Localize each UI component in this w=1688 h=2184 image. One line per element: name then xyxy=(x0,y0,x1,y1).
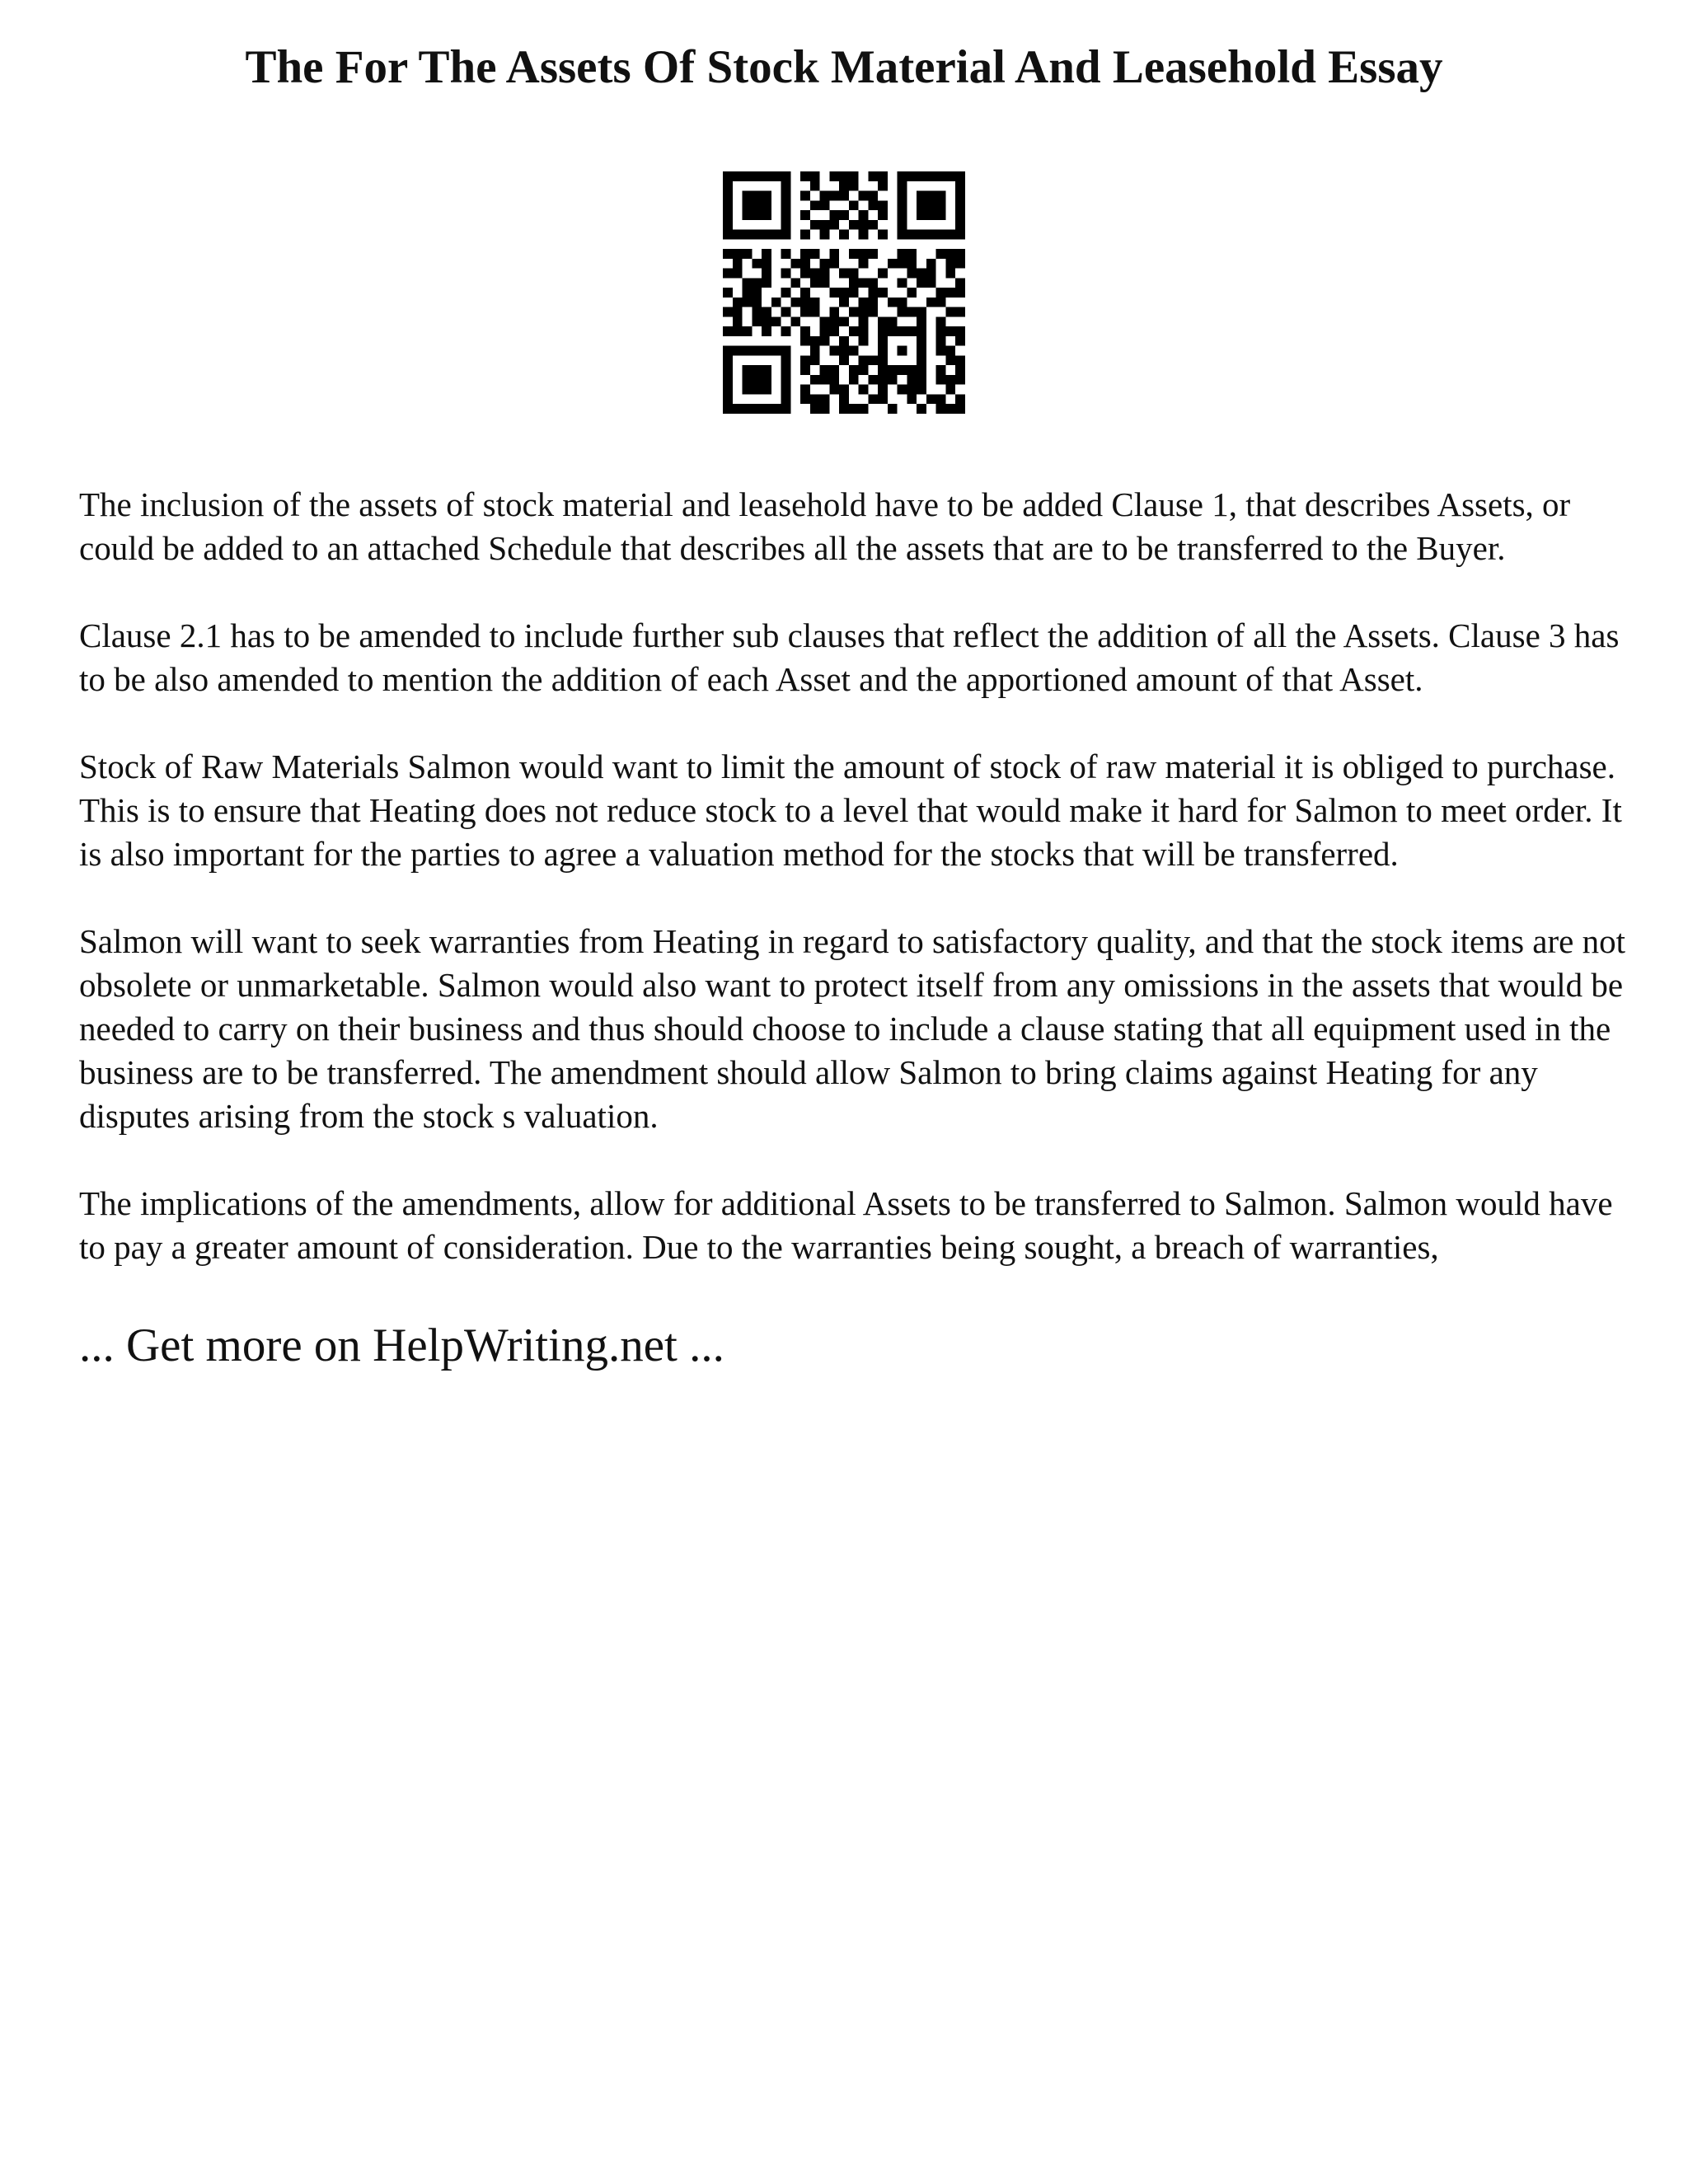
get-more-link[interactable]: ... Get more on HelpWriting.net ... xyxy=(79,1319,724,1371)
essay-paragraph: The inclusion of the assets of stock material and leasehold have to be added Clause 1, that describes Assets, or could be added to an attached Schedule that describes all the assets that are to be transferred to the Buyer. xyxy=(79,485,1571,567)
essay-paragraph: Clause 2.1 has to be amended to include further sub clauses that reflect the addition of all the Assets. Clause 3 has to be also amended to mention the addition of each Asset and the apportioned amount of that Asset. xyxy=(79,616,1620,698)
essay-paragraph: The implications of the amendments, allow for additional Assets to be transferred to Salmon. Salmon would have to pay a greater amount of consideration. Due to the warranties being sought, a breach of warranties, xyxy=(79,1184,1613,1266)
page-title: The For The Assets Of Stock Material And Leasehold Essay xyxy=(245,41,1443,93)
qr-code-icon xyxy=(723,171,965,414)
essay-paragraph: Stock of Raw Materials Salmon would want to limit the amount of stock of raw material it is obliged to purchase. This is to ensure that Heating does not reduce stock to a level that would make it hard for Salmon to meet order. It is also important for the parties to agree a valuation method for the stocks that will be transferred. xyxy=(79,748,1622,873)
essay-paragraph: Salmon will want to seek warranties from Heating in regard to satisfactory quality, and that the stock items are not obsolete or unmarketable. Salmon would also want to protect itself from any omissions in the assets that would be needed to carry on their business and thus should choose to include a clause stating that all equipment used in the business are to be transferred. The amendment should allow Salmon to bring claims against Heating for any disputes arising from the stock s valuation. xyxy=(79,922,1625,1135)
essay-body xyxy=(79,483,1629,1379)
